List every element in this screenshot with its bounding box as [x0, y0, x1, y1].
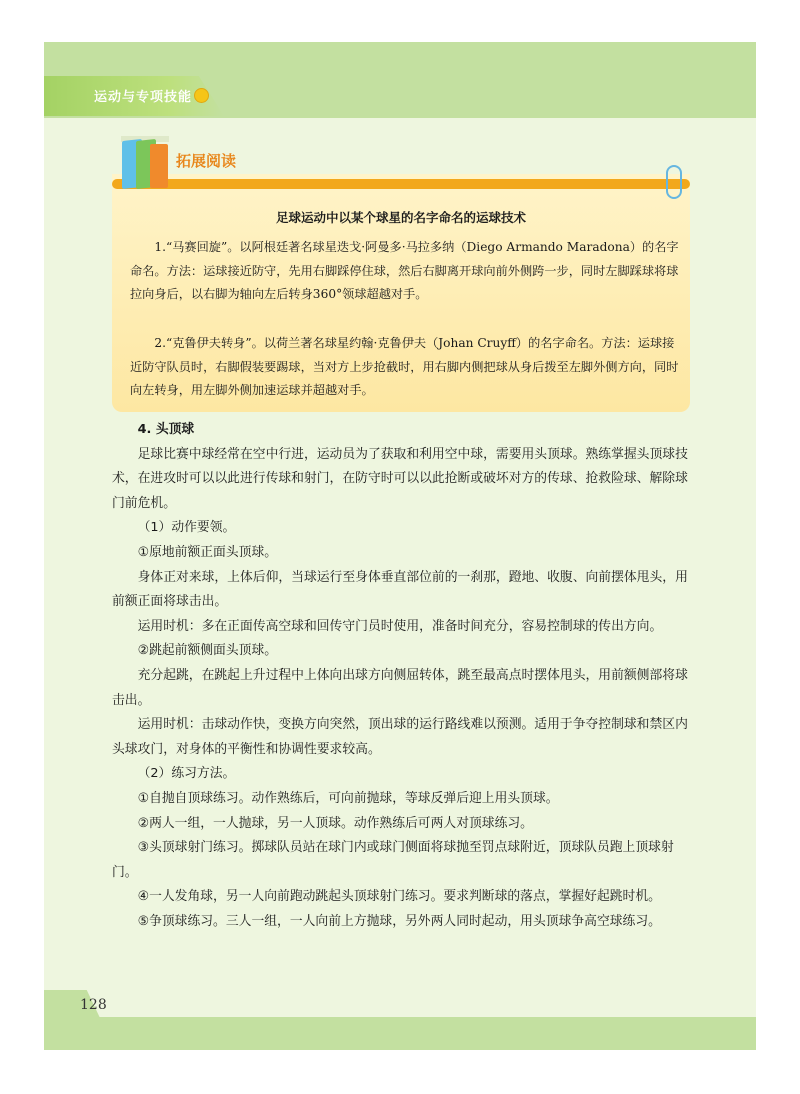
paragraph: ②两人一组，一人抛球，另一人顶球。动作熟练后可两人对顶球练习。	[137, 815, 533, 831]
section-title: 4. 头顶球	[137, 422, 195, 437]
page-number: 128	[80, 997, 107, 1013]
paragraph: ②跳起前额侧面头顶球。	[137, 643, 278, 659]
orange-rule	[112, 179, 690, 189]
bottom-band-strip	[44, 1017, 756, 1050]
paragraph: 运用时机：击球动作快，变换方向突然，顶出球的运行路线难以预测。适用于争夺控制球和禁区内头球攻门，对身体的平衡性和协调性要求较高。	[112, 717, 688, 757]
paperclip-icon	[666, 165, 682, 199]
paragraph: 身体正对来球，上体后仰，当球运行至身体垂直部位前的一刹那，蹬地、收腹、向前摆体甩头，用前额正面将球击出。	[112, 569, 688, 610]
paragraph: ⑤争顶球练习。三人一组，一人向前上方抛球，另外两人同时起动，用头顶球争高空球练习。	[137, 913, 661, 929]
box-paragraph: 1.“马赛回旋”。以阿根廷著名球星迭戈·阿曼多·马拉多纳（Diego Armando Maradona）的名字命名。方法：运球接近防守，先用右脚踩停住球，然后右脚离开球向前外侧跨一步，同时左脚踩球将球拉向身后，以右脚为轴向左后转身360°领球超越对手。	[130, 240, 679, 301]
section-header: 运动与专项技能	[94, 86, 209, 105]
paragraph: （2）练习方法。	[137, 766, 236, 782]
paragraph: 充分起跳，在跳起上升过程中上体向出球方向侧屈转体，跳至最高点时摆体甩头，用前额侧部将球击出。	[112, 667, 688, 708]
box-heading: 足球运动中以某个球星的名字命名的运球技术	[275, 210, 526, 225]
paragraph: ④一人发角球，另一人向前跑动跳起头顶球射门练习。要求判断球的落点，掌握好起跳时机。	[137, 889, 661, 905]
paragraph: ③头顶球射门练习。掷球队员站在球门内或球门侧面将球抛至罚点球附近，顶球队员跑上顶球射门。	[112, 840, 674, 880]
paragraph: ①原地前额正面头顶球。	[137, 544, 278, 560]
paragraph: ①自抛自顶球练习。动作熟练后，可向前抛球，等球反弹后迎上用头顶球。	[137, 790, 559, 806]
box-paragraph: 2.“克鲁伊夫转身”。以荷兰著名球星约翰·克鲁伊夫（Johan Cruyff）的名字命名。方法：运球接近防守队员时，右脚假装要踢球，当对方上步抢截时，用右脚内侧把球从身后拨至左脚外侧方向，同时向左转身，用左脚外侧加速运球并超越对手。	[130, 336, 679, 397]
badge-icon	[194, 88, 209, 103]
extended-reading-label: 拓展阅读	[176, 152, 237, 170]
paragraph: （1）动作要领。	[137, 520, 236, 536]
body-text	[112, 418, 692, 934]
paragraph: 运用时机：多在正面传高空球和回传守门员时使用，准备时间充分，容易控制球的传出方向。	[137, 618, 663, 634]
book-icon	[150, 144, 168, 188]
paragraph: 足球比赛中球经常在空中行进，运动员为了获取和利用空中球，需要用头顶球。熟练掌握头顶球技术，在进攻时可以以此进行传球和射门，在防守时可以以此抢断或破坏对方的传球、抢救险球、解除球门前危机。	[112, 446, 688, 511]
